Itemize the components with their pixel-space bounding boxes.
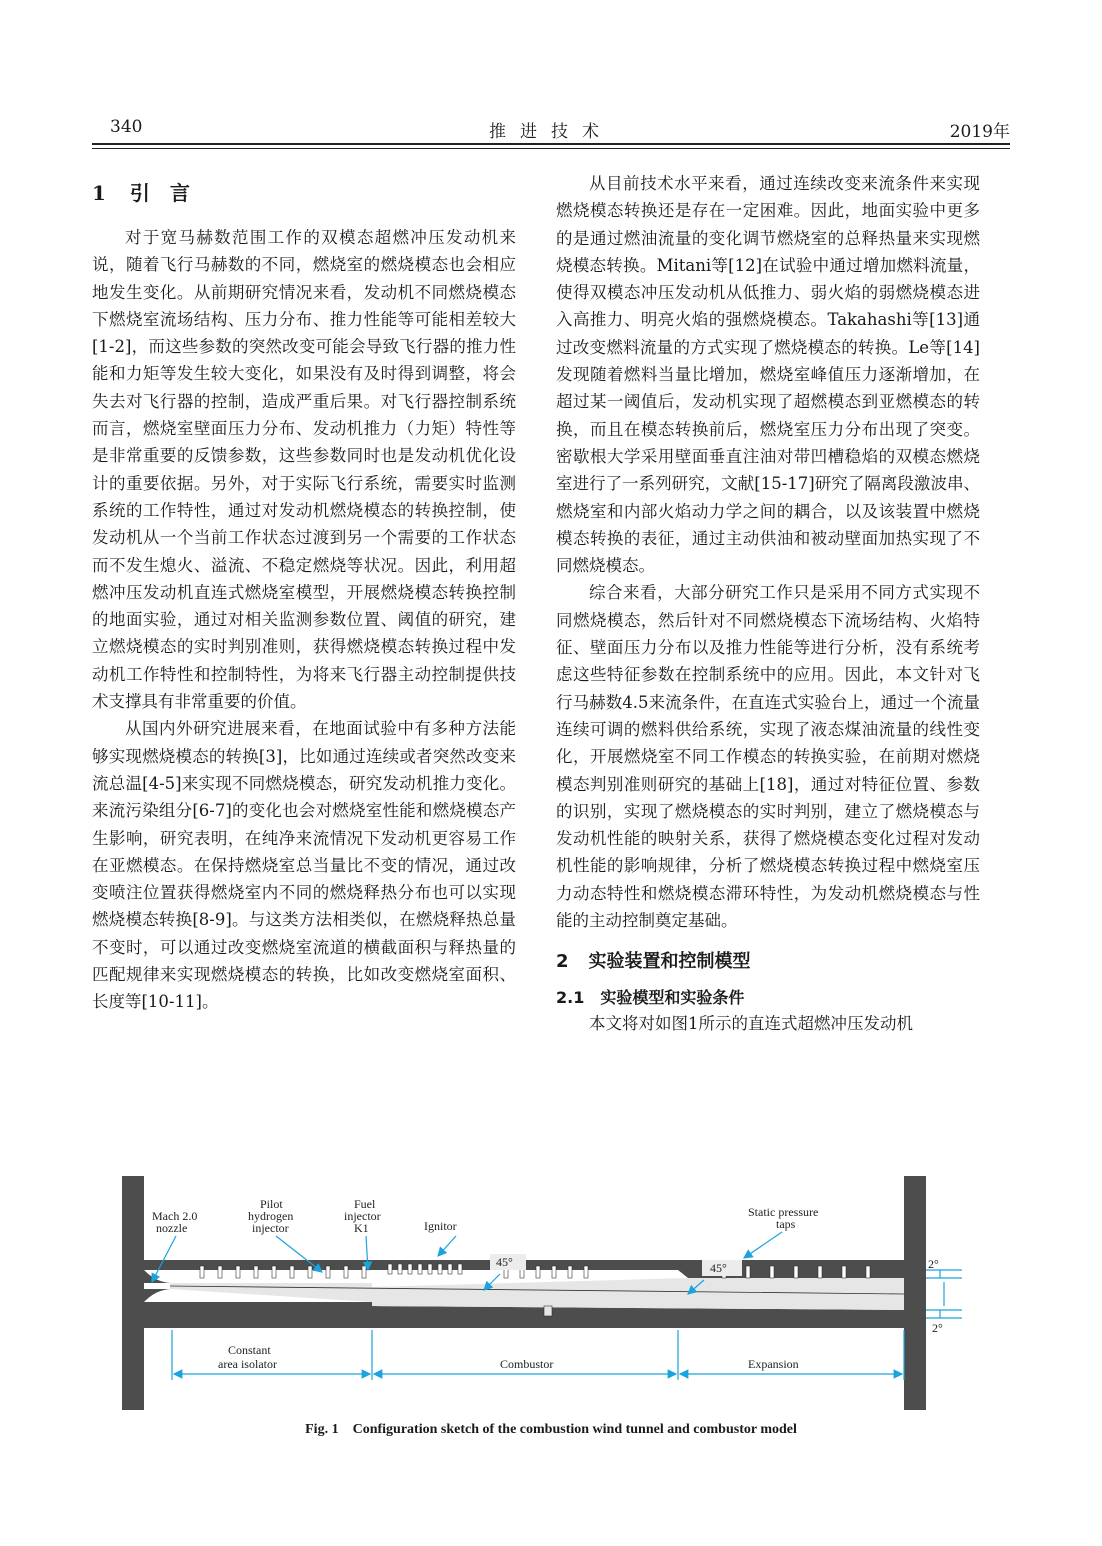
left-flange — [122, 1176, 144, 1410]
paragraph-1: 对于宽马赫数范围工作的双模态超燃冲压发动机来说，随着飞行马赫数的不同，燃烧室的燃烧模态也会相应地发生变化。从前期研究情况来看，发动机不同燃烧模态下燃烧室流场结构、压力分布、推力性能等可能相差较大[1-2]，而这些参数的突然改变可能会导致飞行器的推力性能和力矩等发生较大变化，如果没有及时得到调整，将会失去对飞行器的控制，造成严重后果。对飞行器控制系统而言，燃烧室壁面压力分布、发动机推力（力矩）特性等是非常重要的反馈参数，这些参数同时也是发动机优化设计的重要依据。另外，对于实际飞行系统，需要实时监测系统的工作特性，通过对发动机燃烧模态的转换控制，使发动机从一个当前工作状态过渡到另一个需要的工作状态而不发生熄火、溢流、不稳定燃烧等状况。因此，利用超燃冲压发动机直连式燃烧室模型，开展燃烧模态转换控制的地面实验，通过对相关监测参数位置、阈值的研究，建立燃烧模态的实时判别准则，获得燃烧模态转换过程中发动机工作特性和控制特性，为将来飞行器主动控制提供技术支撑具有非常重要的价值。 — [92, 228, 516, 712]
angle-label-1: 45° — [496, 1255, 513, 1269]
label-ignitor: Ignitor — [424, 1219, 457, 1233]
label-pilot-1: Pilot — [260, 1197, 283, 1211]
dim-2deg-top: 2° — [928, 1257, 939, 1271]
label-nozzle-1: Mach 2.0 — [152, 1209, 198, 1223]
section-title: 引言 — [129, 181, 210, 205]
label-nozzle-2: nozzle — [156, 1221, 188, 1235]
section-heading-2 — [556, 948, 980, 975]
label-fuel-3: K1 — [354, 1221, 369, 1235]
label-fuel-1: Fuel — [354, 1197, 376, 1211]
header-rule-thick — [92, 143, 1010, 145]
journal-name: 推进技术 — [489, 122, 613, 142]
label-isolator-1: Constant — [228, 1343, 271, 1357]
paragraph-4: 综合来看，大部分研究工作只是采用不同方式实现不同燃烧模态，然后针对不同燃烧模态下流场结构、火焰特征、壁面压力分布以及推力性能等进行分析，没有系统考虑这些特征参数在控制系统中的应用。因此，本文针对飞行马赫数4.5来流条件，在直连式实验台上，通过一个流量连续可调的燃料供给系统，实现了液态煤油流量的线性变化，开展燃烧室不同工作模态的转换实验，在前期对燃烧模态判别准则研究的基础上[18]，通过对特征位置、参数的识别，实现了燃烧模态的实时判别，建立了燃烧模态与发动机性能的映射关系，获得了燃烧模态变化过程对发动机性能的影响规律，分析了燃烧模态转换过程中燃烧室压力动态特性和燃烧模态滞环特性，为发动机燃烧模态与性能的主动控制奠定基础。 — [556, 583, 980, 931]
right-column — [556, 170, 980, 1037]
dim-2deg-bottom: 2° — [932, 1321, 943, 1335]
section-title: 实验装置和控制模型 — [588, 951, 751, 973]
subsection-heading-2-1 — [556, 986, 980, 1010]
paragraph-5: 本文将对如图1所示的直连式超燃冲压发动机 — [589, 1013, 913, 1033]
left-column — [92, 170, 516, 1016]
paragraph-3: 从目前技术水平来看，通过连续改变来流条件来实现燃烧模态转换还是存在一定困难。因此，地面实验中更多的是通过燃油流量的变化调节燃烧室的总释热量来实现燃烧模态转换。Mitani等[12]在试验中通过增加燃料流量，使得双模态冲压发动机从低推力、弱火焰的弱燃烧模态进入高推力、明亮火焰的强燃烧模态。Takahashi等[13]通过改变燃料流量的方式实现了燃烧模态的转换。Le等[14]发现随着燃料当量比增加，燃烧室峰值压力逐渐增加，在超过某一阈值后，发动机实现了超燃模态到亚燃模态的转换，而且在模态转换前后，燃烧室压力分布出现了突变。密歇根大学采用壁面垂直注油对带凹槽稳焰的双模态燃烧室进行了一系列研究，文献[15-17]研究了隔离段激波串、燃烧室和内部火焰动力学之间的耦合，以及该装置中燃烧模态转换的表征，通过主动供油和被动壁面加热实现了不同燃烧模态。 — [556, 174, 980, 576]
year: 2019年 — [949, 122, 1010, 142]
caption-text: Configuration sketch of the combustion wind tunnel and combustor model — [352, 1422, 797, 1437]
section-number: 1 — [92, 181, 106, 205]
figure-caption — [0, 1422, 1102, 1438]
figure-1-sketch — [92, 1170, 1010, 1416]
subsection-number: 2.1 — [556, 987, 585, 1007]
right-flange — [904, 1176, 926, 1410]
label-expansion: Expansion — [748, 1357, 799, 1371]
label-pilot-2: hydrogen — [248, 1209, 294, 1223]
label-taps-2: taps — [776, 1217, 796, 1231]
label-taps-1: Static pressure — [748, 1205, 819, 1219]
section-number: 2 — [556, 951, 569, 973]
caption-label: Fig. 1 — [305, 1422, 339, 1437]
header-rule-thin — [92, 148, 1010, 149]
label-isolator-2: area isolator — [218, 1357, 277, 1371]
page-number: 340 — [110, 117, 143, 137]
section-heading-1 — [92, 178, 516, 208]
paragraph-2: 从国内外研究进展来看，在地面试验中有多种方法能够实现燃烧模态的转换[3]，比如通过连续或者突然改变来流总温[4-5]来实现不同燃烧模态，研究发动机推力变化。来流污染组分[6-7]的变化也会对燃烧室性能和燃烧模态产生影响，研究表明，在纯净来流情况下发动机更容易工作在亚燃模态。在保持燃烧室总当量比不变的情况，通过改变喷注位置获得燃烧室内不同的燃烧释热分布也可以实现燃烧模态转换[8-9]。与这类方法相类似，在燃烧释热总量不变时，可以通过改变燃烧室流道的横截面积与释热量的匹配规律来实现燃烧模态的转换，比如改变燃烧室面积、长度等[10-11]。 — [92, 719, 516, 1012]
label-fuel-2: injector — [344, 1209, 381, 1223]
label-combustor: Combustor — [500, 1357, 554, 1371]
angle-label-2: 45° — [710, 1261, 727, 1275]
cavity — [544, 1306, 552, 1316]
label-pilot-3: injector — [252, 1221, 289, 1235]
page-header — [92, 117, 1010, 141]
subsection-title: 实验模型和实验条件 — [600, 987, 745, 1007]
